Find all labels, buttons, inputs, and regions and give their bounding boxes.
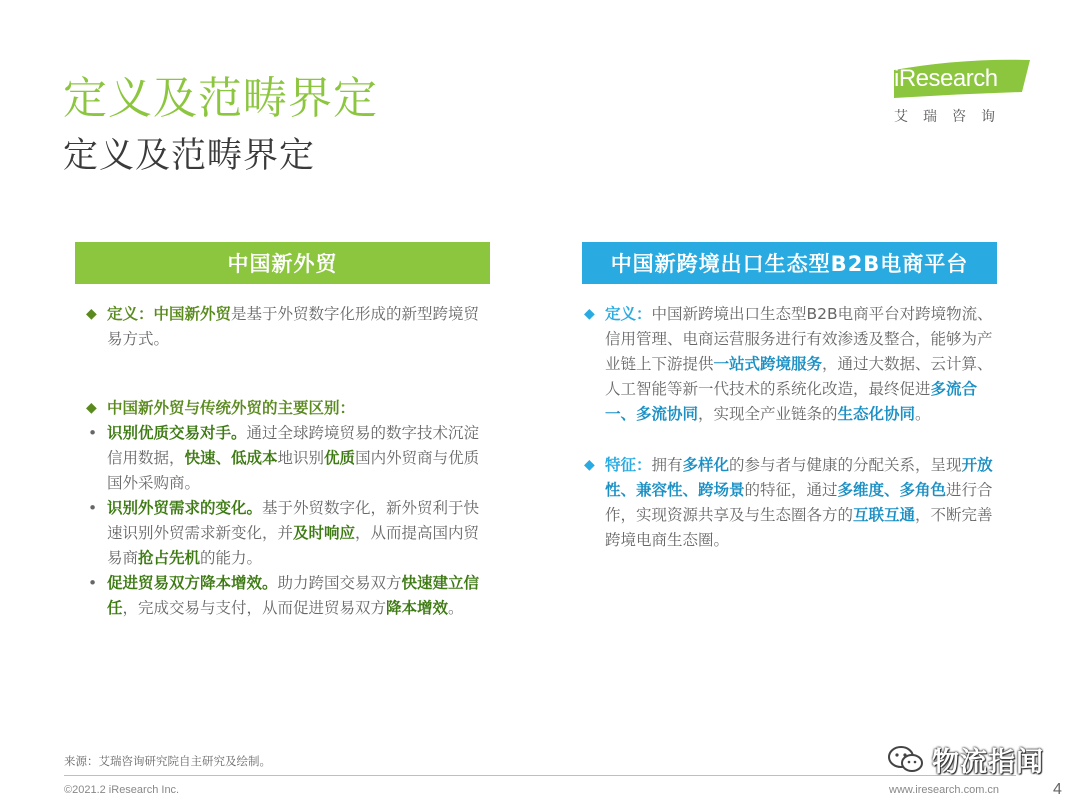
iresearch-logo	[886, 56, 1036, 126]
definition-label: 定义：	[107, 305, 154, 323]
feature-emphasis: 多维度、多角色	[837, 481, 947, 499]
definition-emphasis: 生态化协同	[837, 405, 916, 423]
definition-text: 是基于外贸数字化形成的新型跨境贸易方式。	[107, 305, 480, 348]
item-lead: 促进贸易双方降本增效。	[107, 574, 278, 592]
diff-title-text: 中国新外贸与传统外贸的主要区别：	[107, 399, 356, 417]
item-text: 地识别	[277, 449, 325, 467]
feature-text: ，不断完善跨境电商生态圈。	[605, 506, 993, 549]
copyright: ©2021.2 iResearch Inc.	[64, 784, 180, 796]
diff-title	[86, 396, 486, 421]
right-column-body	[584, 302, 1004, 553]
diamond-bullet-icon: ◆	[86, 400, 97, 416]
list-item	[86, 496, 486, 571]
dot-bullet-icon: •	[88, 574, 98, 592]
feature-emphasis: 互联互通	[853, 506, 916, 524]
item-text: 国内外贸商与优质国外采购商。	[107, 449, 480, 492]
logo-cn-text: 艾瑞咨询	[894, 109, 1010, 125]
definition-emphasis: 多流合一、多流协同	[605, 380, 978, 423]
definition-text: ，通过大数据、云计算、人工智能等新一代技术的系统化改造，最终促进	[605, 355, 993, 398]
diamond-bullet-icon: ◆	[584, 457, 595, 473]
left-column-heading: 中国新外贸	[75, 242, 490, 284]
item-emphasis: 快速建立信任	[107, 574, 480, 617]
page-subtitle: 定义及范畴界定	[63, 136, 316, 176]
right-feature	[584, 453, 1004, 553]
definition-label: 定义：	[605, 305, 652, 323]
item-text: 助力跨国交易双方	[277, 574, 402, 592]
list-item	[86, 421, 486, 496]
watermark-text: 物流指闻	[932, 747, 1044, 778]
item-text: 的能力。	[200, 549, 263, 567]
right-definition	[584, 302, 1004, 427]
diamond-bullet-icon: ◆	[86, 306, 97, 322]
page-number: 4	[1053, 781, 1062, 798]
feature-text: 拥有	[651, 456, 683, 474]
source-note: 来源：艾瑞咨询研究院自主研究及绘制。	[64, 754, 271, 768]
wechat-icon	[886, 744, 926, 776]
definition-emphasis: 一站式跨境服务	[713, 355, 823, 373]
item-emphasis: 优质	[324, 449, 356, 467]
feature-emphasis: 开放性、兼容性、跨场景	[605, 456, 993, 499]
logo-brand-text: iResearch	[894, 65, 998, 92]
item-emphasis: 降本增效	[386, 599, 449, 617]
diamond-bullet-icon: ◆	[584, 306, 595, 322]
page-title: 定义及范畴界定	[63, 73, 378, 124]
item-lead: 识别优质交易对手。	[107, 424, 247, 442]
right-column-heading: 中国新跨境出口生态型B2B电商平台	[582, 242, 997, 284]
dot-bullet-icon: •	[88, 499, 98, 517]
item-emphasis: 快速、低成本	[184, 449, 278, 467]
left-definition	[86, 302, 486, 352]
definition-text: 中国新跨境出口生态型B2B电商平台对跨境物流、信用管理、电商运营服务进行有效渗透及整合，能够为产业链上下游提供	[605, 305, 993, 373]
watermark	[886, 740, 1044, 779]
item-text: ，完成交易与支付，从而促进贸易双方	[122, 599, 387, 617]
item-text: ，从而提高国内贸易商	[107, 524, 480, 567]
definition-text: ，实现全产业链条的	[698, 405, 838, 423]
dot-bullet-icon: •	[88, 424, 98, 442]
feature-text: 的参与者与健康的分配关系，呈现	[729, 456, 962, 474]
item-emphasis: 及时响应	[293, 524, 356, 542]
feature-text: 进行合作，实现资源共享及与生态圈各方的	[605, 481, 993, 524]
item-text: 。	[448, 599, 464, 617]
list-item	[86, 571, 486, 621]
feature-emphasis: 多样化	[682, 456, 730, 474]
item-emphasis: 抢占先机	[138, 549, 201, 567]
definition-text: 。	[915, 405, 931, 423]
item-lead: 识别外贸需求的变化。	[107, 499, 263, 517]
footer-divider	[64, 775, 1016, 776]
left-column-body	[86, 302, 486, 621]
definition-term: 中国新外贸	[153, 305, 232, 323]
feature-label: 特征：	[605, 456, 652, 474]
website-link[interactable]: www.iresearch.com.cn	[889, 784, 1000, 796]
feature-text: 的特征，通过	[744, 481, 838, 499]
item-text: 通过全球跨境贸易的数字技术沉淀信用数据，	[107, 424, 480, 467]
item-text: 基于外贸数字化，新外贸利于快速识别外贸需求新变化，并	[107, 499, 480, 542]
